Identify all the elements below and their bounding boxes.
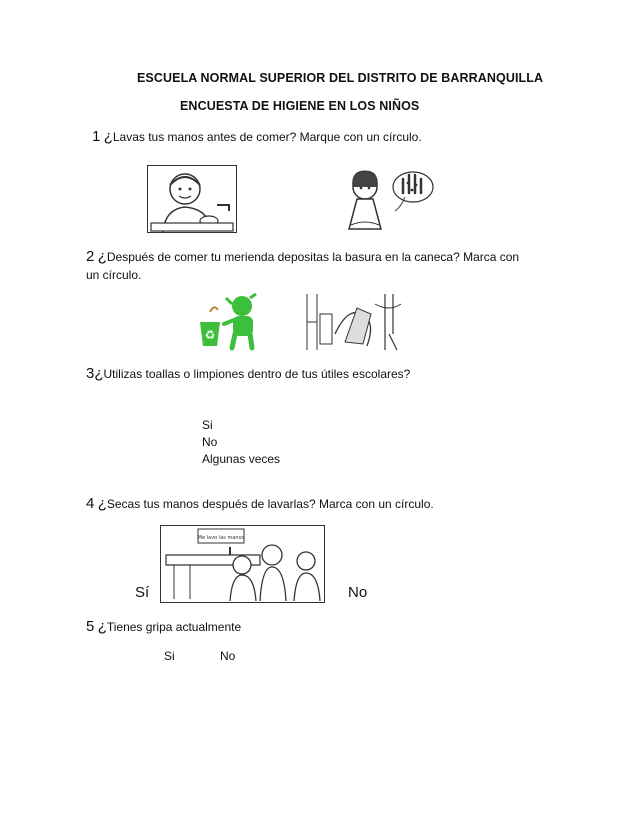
question-4-text: Secas tus manos después de lavarlas? Marca con un círculo. <box>106 497 434 511</box>
question-5 <box>86 618 241 636</box>
question-5-no[interactable]: No <box>220 649 236 663</box>
question-5-mark: ¿ <box>97 618 107 635</box>
question-1-number: 1 <box>92 128 101 145</box>
question-2 <box>86 248 556 284</box>
poster-text: Me lavo las manos <box>197 535 245 541</box>
question-4-number: 4 <box>86 495 95 512</box>
question-2-text-line2: un círculo. <box>86 268 142 282</box>
question-4-yes[interactable]: Sí <box>135 584 150 601</box>
question-1 <box>92 128 422 146</box>
question-5-text: Tienes gripa actualmente <box>106 620 242 634</box>
question-1-mark: ¿ <box>103 128 113 145</box>
question-2-number: 2 <box>86 248 95 265</box>
question-3-mark: ¿ <box>94 365 104 382</box>
question-3 <box>86 365 410 383</box>
question-1-text: Lavas tus manos antes de comer? Marque con un círculo. <box>112 130 422 144</box>
option-si[interactable]: Si <box>202 418 213 432</box>
child-throwing-trash-image <box>305 294 405 350</box>
question-5-number: 5 <box>86 618 95 635</box>
recycle-bin-mascot-image <box>190 294 270 350</box>
question-4-mark: ¿ <box>97 495 107 512</box>
question-3-options <box>202 417 280 468</box>
question-2-text: Después de comer tu merienda depositas la basura en la caneca? Marca con <box>106 250 520 264</box>
school-title: ESCUELA NORMAL SUPERIOR DEL DISTRITO DE BARRANQUILLA <box>137 71 544 85</box>
question-5-yes[interactable]: Si <box>164 649 175 663</box>
boy-washing-hands-image <box>147 165 237 233</box>
svg-text:♻: ♻ <box>204 328 216 342</box>
question-2-mark: ¿ <box>97 248 107 265</box>
option-algunas-veces[interactable]: Algunas veces <box>202 452 281 466</box>
question-4 <box>86 495 434 513</box>
survey-title: ENCUESTA DE HIGIENE EN LOS NIÑOS <box>180 99 420 113</box>
question-3-text: Utilizas toallas o limpiones dentro de tus útiles escolares? <box>103 367 411 381</box>
children-washing-hands-image <box>160 525 325 603</box>
question-3-number: 3 <box>86 365 95 382</box>
girl-dirty-hands-image <box>345 163 440 235</box>
question-4-no[interactable]: No <box>348 584 368 601</box>
option-no[interactable]: No <box>202 435 218 449</box>
